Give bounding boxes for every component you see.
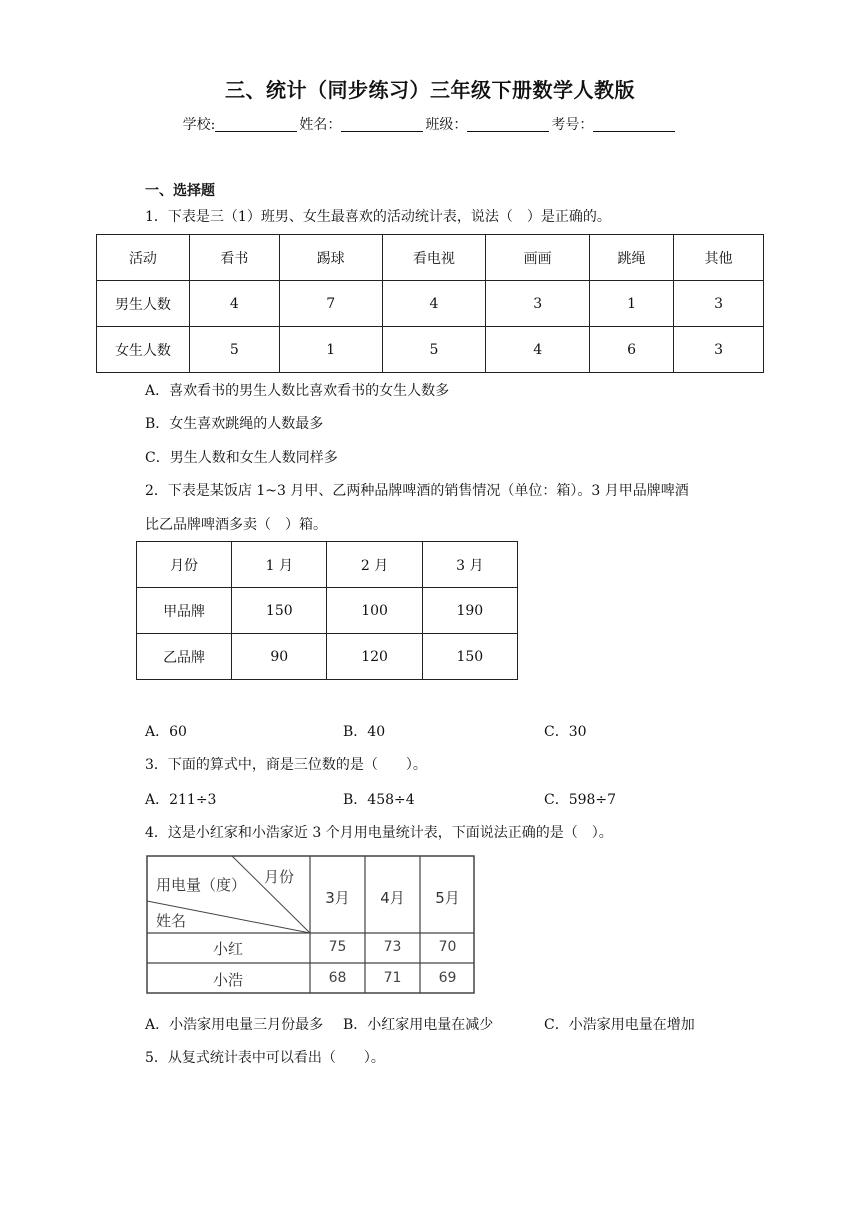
q4-month-header: 4月 xyxy=(380,889,405,907)
q1-header-cell: 画画 xyxy=(486,235,590,281)
table-cell: 120 xyxy=(327,634,422,680)
table-cell: 4 xyxy=(486,327,590,373)
q4-row-name: 小红 xyxy=(212,940,243,958)
table-cell: 男生人数 xyxy=(97,281,190,327)
q2-table xyxy=(136,541,518,680)
table-cell: 3 xyxy=(674,281,764,327)
class-blank xyxy=(467,117,549,132)
student-info-line xyxy=(0,114,860,134)
q1-header-cell: 跳绳 xyxy=(590,235,674,281)
table-row xyxy=(137,634,518,680)
table-cell: 100 xyxy=(327,588,422,634)
table-cell: 90 xyxy=(232,634,327,680)
school-label: 学校: xyxy=(182,117,216,133)
q2-stem-line1: 2．下表是某饭店 1~3 月甲、乙两种品牌啤酒的销售情况（单位：箱）。3 月甲品牌啤酒 xyxy=(145,483,689,499)
table-cell: 69 xyxy=(438,970,457,986)
exam-no-blank xyxy=(593,117,675,132)
table-row xyxy=(97,281,764,327)
table-cell: 68 xyxy=(328,970,347,986)
table-cell: 150 xyxy=(422,634,517,680)
name-blank xyxy=(341,117,423,132)
table-cell: 女生人数 xyxy=(97,327,190,373)
q4-row-name: 小浩 xyxy=(212,971,243,989)
table-cell: 70 xyxy=(438,939,457,955)
table-cell: 75 xyxy=(328,939,347,955)
q4-month-header: 5月 xyxy=(435,889,460,907)
q3-option-c: C．598÷7 xyxy=(544,792,617,808)
exam-no-label: 考号： xyxy=(551,117,594,133)
q1-header-row xyxy=(97,235,764,281)
table-cell: 甲品牌 xyxy=(137,588,232,634)
q2-header-cell: 2 月 xyxy=(327,542,422,588)
q4-month-header: 3月 xyxy=(325,889,350,907)
q1-table xyxy=(96,234,764,373)
q1-stem: 1．下表是三（1）班男、女生最喜欢的活动统计表，说法（ ）是正确的。 xyxy=(145,209,611,225)
section-heading: 一、选择题 xyxy=(145,183,215,199)
q1-option-a: A．喜欢看书的男生人数比喜欢看书的女生人数多 xyxy=(145,383,450,399)
q2-header-row xyxy=(137,542,518,588)
table-cell: 5 xyxy=(189,327,279,373)
table-row xyxy=(137,588,518,634)
q3-stem: 3．下面的算式中，商是三位数的是（ ）。 xyxy=(145,757,427,773)
table-cell: 3 xyxy=(486,281,590,327)
q1-option-c: C．男生人数和女生人数同样多 xyxy=(145,450,338,466)
q2-option-a: A．60 xyxy=(145,724,187,740)
q1-header-cell: 踢球 xyxy=(279,235,382,281)
q4-corner-month-label: 月份 xyxy=(264,868,295,886)
q3-option-b: B．458÷4 xyxy=(343,792,415,808)
table-cell: 4 xyxy=(189,281,279,327)
q4-stem: 4．这是小红家和小浩家近 3 个月用电量统计表，下面说法正确的是（ ）。 xyxy=(145,825,613,841)
table-row xyxy=(97,327,764,373)
q2-header-cell: 1 月 xyxy=(232,542,327,588)
table-cell: 1 xyxy=(590,281,674,327)
q4-corner-usage-label: 用电量（度） xyxy=(156,876,247,894)
table-cell: 71 xyxy=(383,970,402,986)
table-cell: 乙品牌 xyxy=(137,634,232,680)
q2-option-b: B．40 xyxy=(343,724,386,740)
table-cell: 6 xyxy=(590,327,674,373)
school-blank xyxy=(215,117,297,132)
q4-option-b: B．小红家用电量在减少 xyxy=(343,1017,494,1033)
q1-header-cell: 其他 xyxy=(674,235,764,281)
q3-option-a: A．211÷3 xyxy=(145,792,217,808)
table-cell: 190 xyxy=(422,588,517,634)
q4-table-image xyxy=(146,855,475,994)
q1-header-cell: 活动 xyxy=(97,235,190,281)
class-label: 班级： xyxy=(425,117,468,133)
q4-option-a: A．小浩家用电量三月份最多 xyxy=(145,1017,324,1033)
q4-option-c: C．小浩家用电量在增加 xyxy=(544,1017,695,1033)
q4-corner-name-label: 姓名 xyxy=(156,912,187,930)
q2-header-cell: 3 月 xyxy=(422,542,517,588)
q2-option-c: C．30 xyxy=(544,724,587,740)
table-cell: 1 xyxy=(279,327,382,373)
q1-header-cell: 看书 xyxy=(189,235,279,281)
q1-header-cell: 看电视 xyxy=(382,235,486,281)
table-cell: 3 xyxy=(674,327,764,373)
name-label: 姓名： xyxy=(299,117,342,133)
q1-option-b: B．女生喜欢跳绳的人数最多 xyxy=(145,416,324,432)
page-title: 三、统计（同步练习）三年级下册数学人教版 xyxy=(225,78,635,102)
table-cell: 4 xyxy=(382,281,486,327)
table-cell: 7 xyxy=(279,281,382,327)
table-cell: 150 xyxy=(232,588,327,634)
q5-stem: 5．从复式统计表中可以看出（ ）。 xyxy=(145,1050,385,1066)
q2-stem-line2: 比乙品牌啤酒多卖（ ）箱。 xyxy=(145,517,327,533)
table-cell: 73 xyxy=(383,939,402,955)
q2-header-cell: 月份 xyxy=(137,542,232,588)
table-cell: 5 xyxy=(382,327,486,373)
